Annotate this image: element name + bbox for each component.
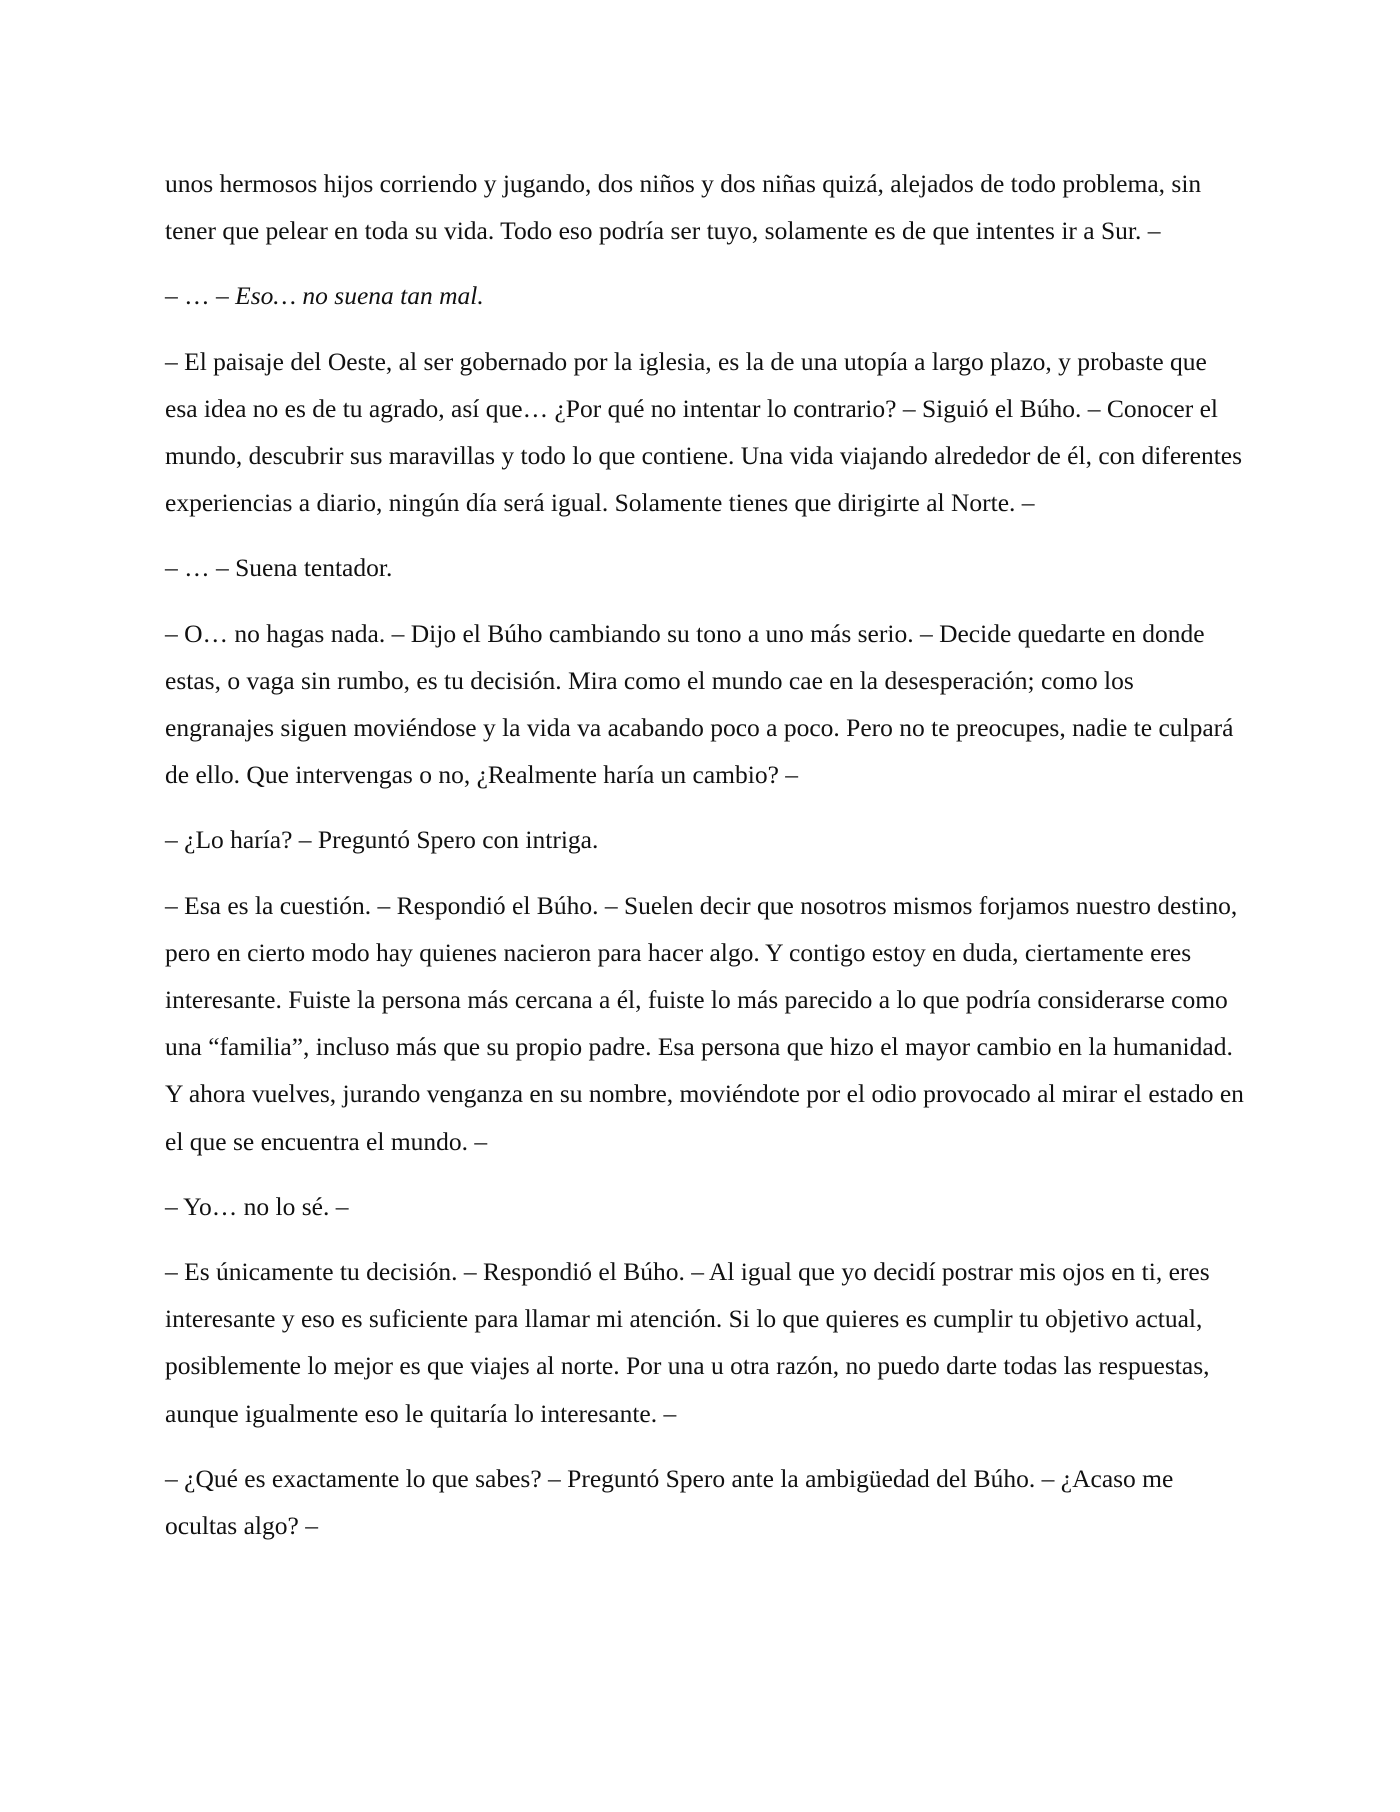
paragraph-text: unos hermosos hijos corriendo y jugando, dos niños y dos niñas quizá, alejados de todo problema, sin tener que pelear en toda su vida. Todo eso podría ser tuyo, solamente es de que intentes ir a Sur. – [165,169,1202,246]
document-page [165,160,1245,1567]
paragraph-5 [165,610,1245,799]
paragraph-10 [165,1455,1245,1549]
paragraph-2 [165,272,1245,319]
paragraph-4 [165,544,1245,591]
paragraph-italic-thought: Eso… no suena tan mal. [235,281,484,311]
paragraph-text: – Esa es la cuestión. – Respondió el Búho. – Suelen decir que nosotros mismos forjamos nuestro destino, pero en cierto modo hay quienes nacieron para hacer algo. Y contigo estoy en duda, ciertamente eres interesante. Fuiste la persona más cercana a él, fuiste lo más parecido a lo que podría considerarse como una “familia”, incluso más que su propio padre. Esa persona que hizo el mayor cambio en la humanidad. Y ahora vuelves, jurando venganza en su nombre, moviéndote por el odio provocado al mirar el estado en el que se encuentra el mundo. – [165,890,1244,1156]
paragraph-text: – Yo… no lo sé. – [165,1191,349,1221]
paragraph-3 [165,338,1245,527]
paragraph-text: – ¿Qué es exactamente lo que sabes? – Preguntó Spero ante la ambigüedad del Búho. – ¿Acaso me ocultas algo? – [165,1463,1174,1541]
paragraph-text: – O… no hagas nada. – Dijo el Búho cambiando su tono a uno más serio. – Decide quedarte en donde estas, o vaga sin rumbo, es tu decisión. Mira como el mundo cae en la desesperación; como los engranajes siguen moviéndose y la vida va acabando poco a poco. Pero no te preocupes, nadie te culpará de ello. Que intervengas o no, ¿Realmente haría un cambio? – [165,618,1234,790]
paragraph-text: – … – Suena tentador. [165,553,393,583]
paragraph-text: – ¿Lo haría? – Preguntó Spero con intriga. [165,825,599,855]
paragraph-9 [165,1248,1245,1437]
paragraph-text: – … – [165,281,236,311]
paragraph-8 [165,1183,1245,1230]
paragraph-7 [165,882,1245,1165]
paragraph-1 [165,160,1245,254]
paragraph-text: – Es únicamente tu decisión. – Respondió el Búho. – Al igual que yo decidí postrar mis ojos en ti, eres interesante y eso es suficiente para llamar mi atención. Si lo que quieres es cumplir tu objetivo actual, posiblemente lo mejor es que viajes al norte. Por una u otra razón, no puedo darte todas las respuestas, aunque igualmente eso le quitaría lo interesante. – [165,1257,1210,1428]
paragraph-6 [165,816,1245,863]
paragraph-text: – El paisaje del Oeste, al ser gobernado por la iglesia, es la de una utopía a largo plazo, y probaste que esa idea no es de tu agrado, así que… ¿Por qué no intentar lo contrario? – Siguió el Búho. – Conocer el mundo, descubrir sus maravillas y todo lo que contiene. Una vida viajando alrededor de él, con diferentes experiencias a diario, ningún día será igual. Solamente tienes que dirigirte al Norte. – [165,346,1243,518]
